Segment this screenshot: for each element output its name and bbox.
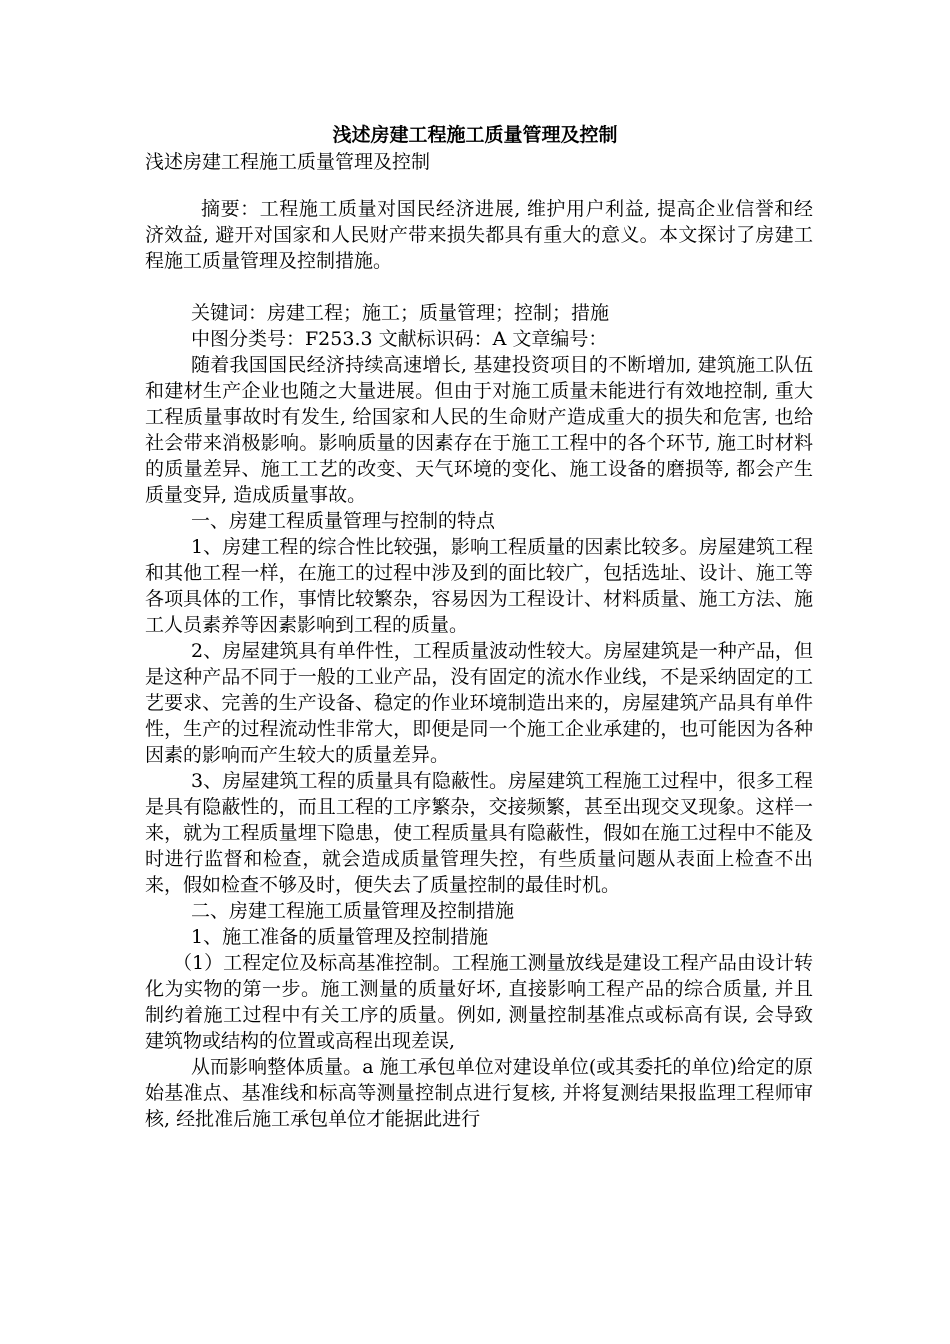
subsection-heading: 1、施工准备的质量管理及控制措施 (191, 926, 489, 948)
body-paragraph: 2、房屋建筑具有单件性，工程质量波动性较大。房屋建筑是一种产品，但是这种产品不同于一般的工业产品，没有固定的流水作业线，不是采纳固定的工艺要求、完善的生产设备、稳定的作业环境制造出来的，房屋建筑产品具有单件性，生产的过程流动性非常大，即便是同一个施工企业承建的，也可能因为各种因素的影响而产生较大的质量差异。 (145, 640, 813, 766)
body-paragraph: （1）工程定位及标高基准控制。工程施工测量放线是建设工程产品由设计转化为实物的第一步。施工测量的质量好坏, 直接影响工程产品的综合质量, 并且制约着施工过程中有关工序的质量。例如, 测量控制基准点或标高有误, 会导致建筑物或结构的位置或高程出现差误, (145, 952, 813, 1052)
document-subtitle: 浅述房建工程施工质量管理及控制 (145, 151, 431, 173)
body-paragraph: 1、房建工程的综合性比较强，影响工程质量的因素比较多。房屋建筑工程和其他工程一样，在施工的过程中涉及到的面比较广，包括选址、设计、施工等各项具体的工作，事情比较繁杂，容易因为工程设计、材料质量、施工方法、施工人员素养等因素影响到工程的质量。 (145, 536, 813, 636)
document-body (145, 196, 813, 1132)
classification-line: 中图分类号：F253.3 文献标识码：A 文章编号： (191, 328, 608, 350)
keywords-line: 关键词：房建工程；施工；质量管理；控制；措施 (191, 302, 610, 324)
abstract-paragraph: 摘要：工程施工质量对国民经济进展, 维护用户利益, 提高企业信誉和经济效益, 避开对国家和人民财产带来损失都具有重大的意义。本文探讨了房建工程施工质量管理及控制措施。 (145, 198, 813, 272)
body-paragraph: 3、房屋建筑工程的质量具有隐蔽性。房屋建筑工程施工过程中，很多工程是具有隐蔽性的，而且工程的工序繁杂，交接频繁，甚至出现交叉现象。这样一来，就为工程质量埋下隐患，使工程质量具有隐蔽性，假如在施工过程中不能及时进行监督和检查，就会造成质量管理失控，有些质量问题从表面上检查不出来，假如检查不够及时，便失去了质量控制的最佳时机。 (145, 770, 813, 896)
section-heading: 二、房建工程施工质量管理及控制措施 (191, 900, 515, 922)
paragraph-gap (145, 274, 813, 300)
document-title: 浅述房建工程施工质量管理及控制 (332, 124, 618, 146)
body-paragraph: 从而影响整体质量。a 施工承包单位对建设单位(或其委托的单位)给定的原始基准点、基准线和标高等测量控制点进行复核, 并将复测结果报监理工程师审核, 经批准后施工承包单位才能据此进行 (145, 1056, 813, 1130)
body-paragraph: 随着我国国民经济持续高速增长, 基建投资项目的不断增加, 建筑施工队伍和建材生产企业也随之大量进展。但由于对施工质量未能进行有效地控制, 重大工程质量事故时有发生, 给国家和人民的生命财产造成重大的损失和危害, 也给社会带来消极影响。影响质量的因素存在于施工工程中的各个环节, 施工时材料的质量差异、施工工艺的改变、天气环境的变化、施工设备的磨损等, 都会产生质量变异, 造成质量事故。 (145, 354, 813, 506)
section-heading: 一、房建工程质量管理与控制的特点 (191, 510, 496, 532)
